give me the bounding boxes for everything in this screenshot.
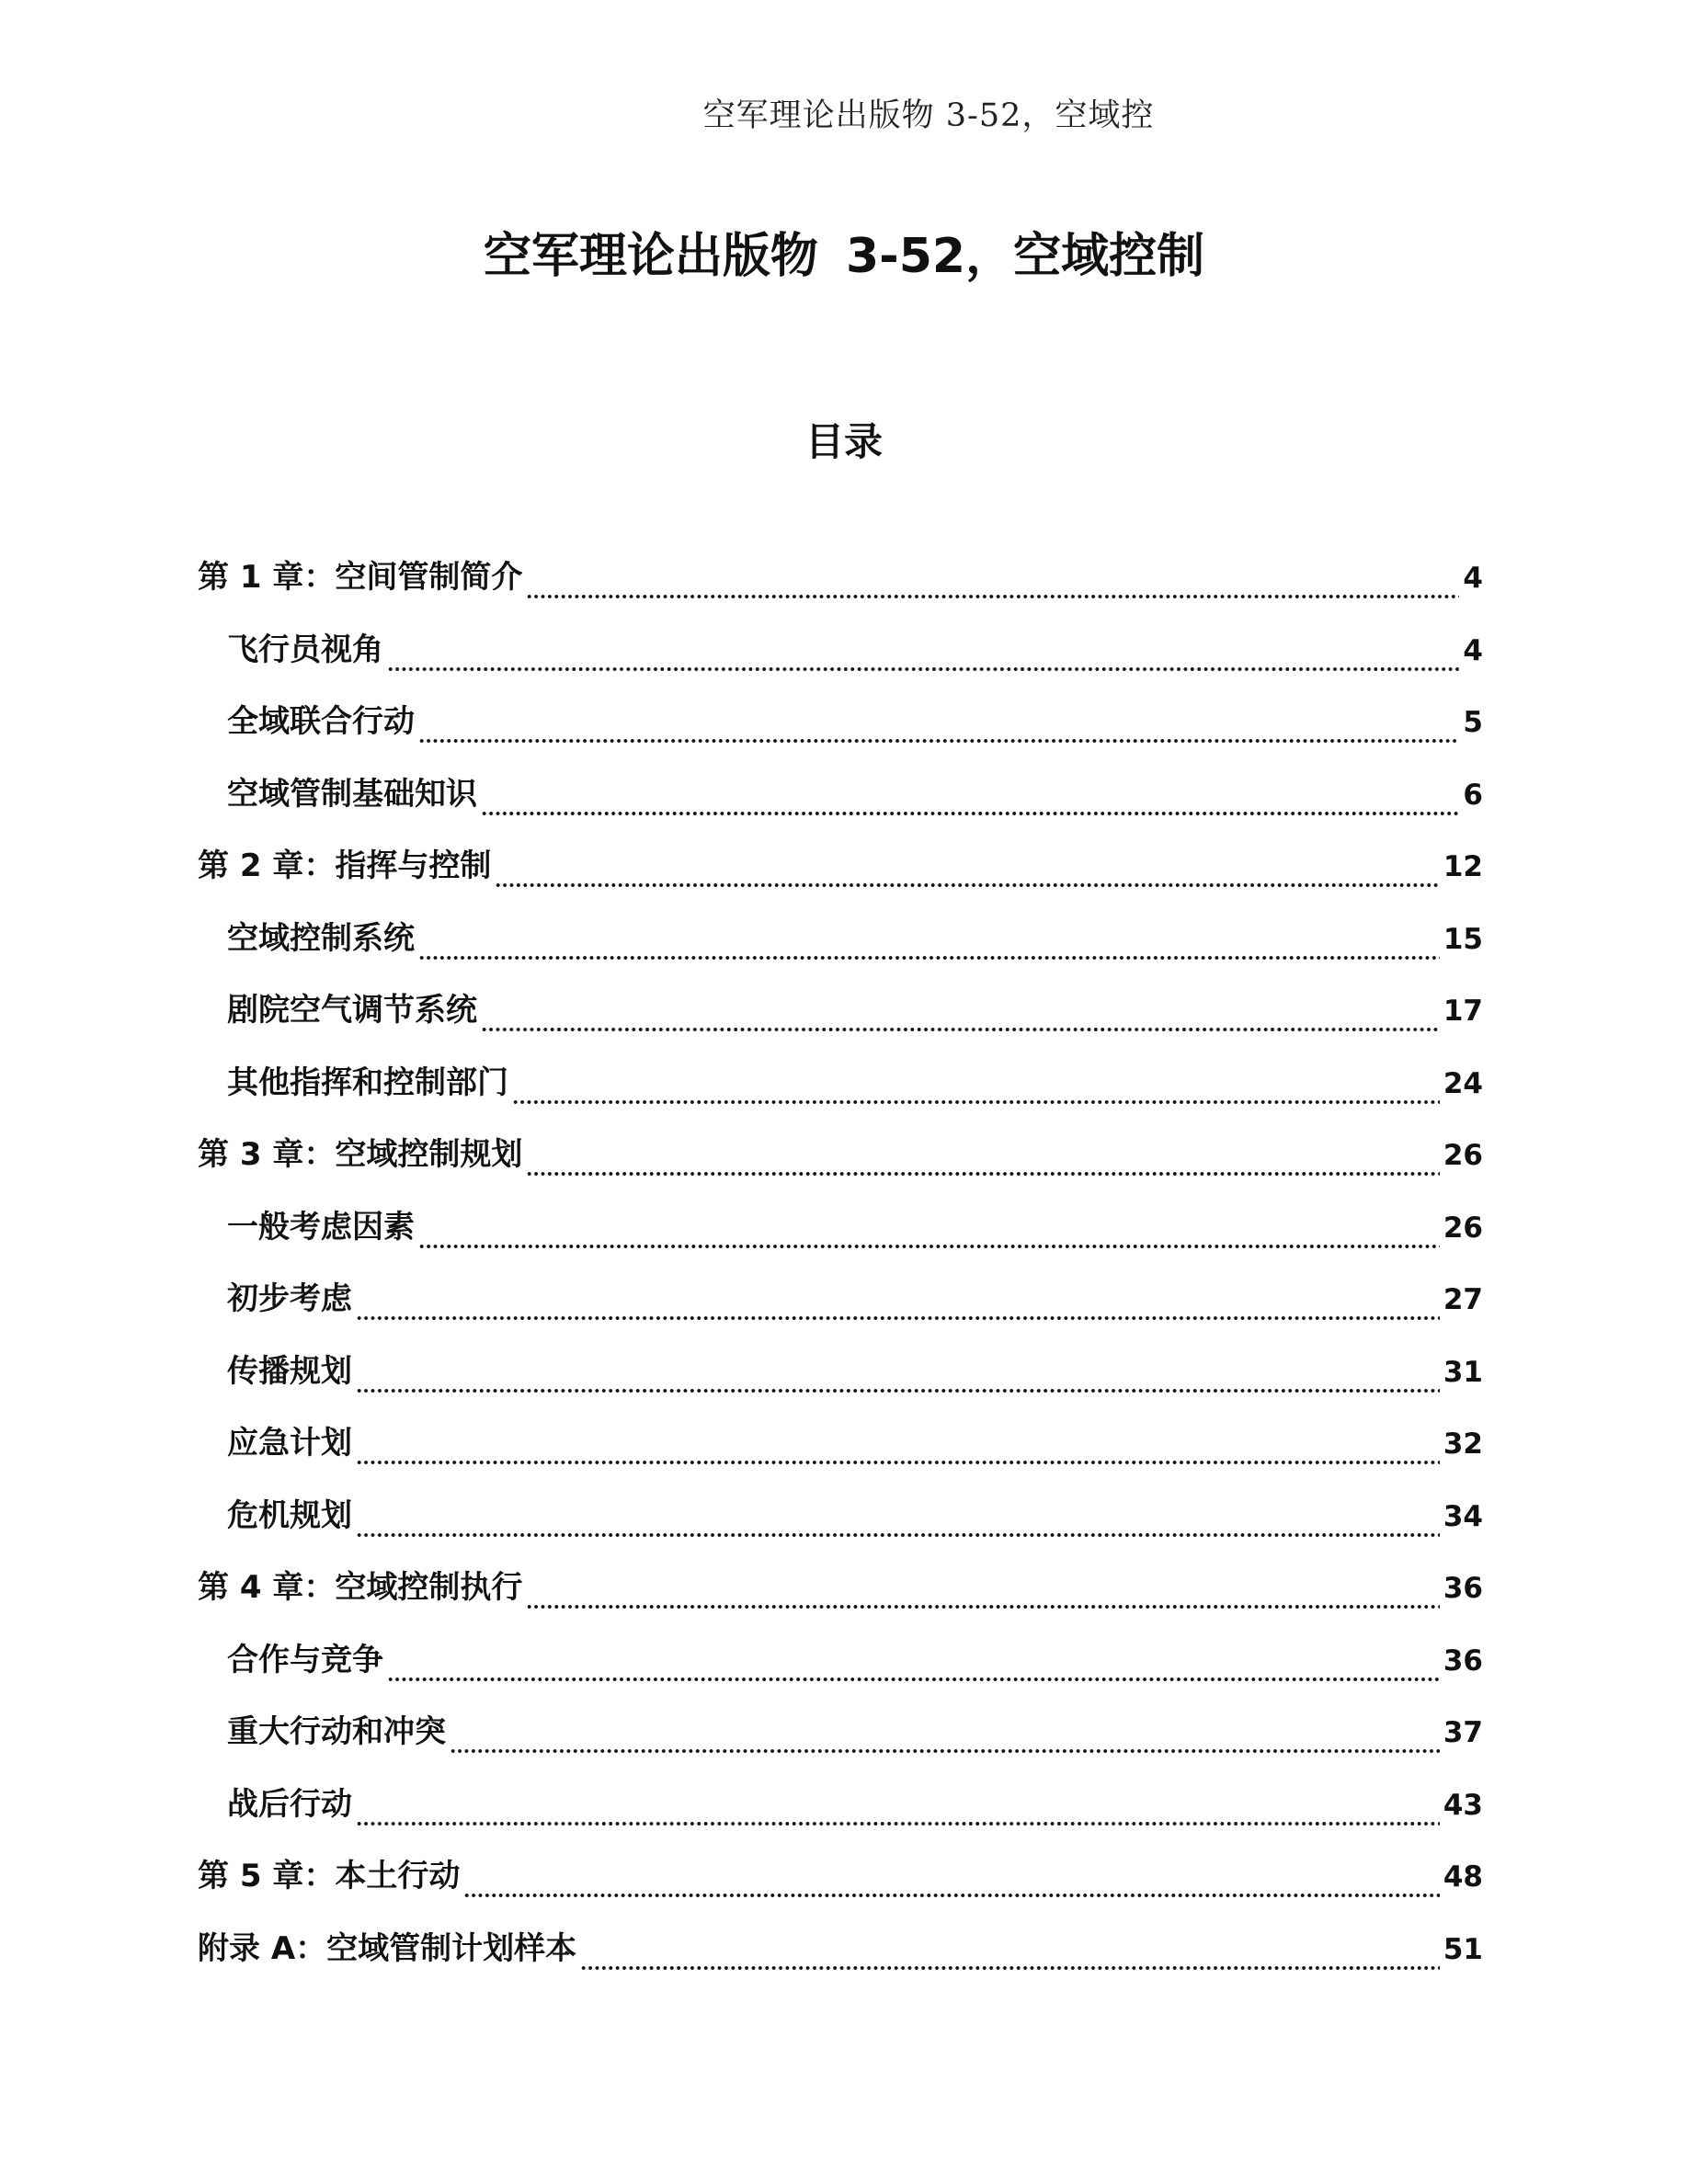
toc-entry-label: 传播规划 bbox=[227, 1352, 352, 1390]
toc-section-entry[interactable] bbox=[198, 913, 1483, 985]
toc-chapter-entry[interactable] bbox=[198, 1562, 1483, 1634]
toc-section-entry[interactable] bbox=[198, 1490, 1483, 1563]
toc-entry-label: 第 4 章：空域控制执行 bbox=[198, 1569, 523, 1606]
toc-entry-label: 剧院空气调节系统 bbox=[227, 992, 477, 1029]
toc-entry-label: 全域联合行动 bbox=[227, 703, 415, 740]
toc-entry-page-number: 24 bbox=[1443, 1066, 1483, 1100]
toc-dot-leader bbox=[356, 1316, 1440, 1320]
toc-dot-leader bbox=[418, 739, 1459, 743]
toc-entry-page-number: 37 bbox=[1443, 1716, 1483, 1749]
toc-entry-label: 飞行员视角 bbox=[227, 631, 383, 668]
toc-section-entry[interactable] bbox=[198, 1634, 1483, 1707]
toc-entry-page-number: 36 bbox=[1443, 1644, 1483, 1678]
toc-heading: 目录 bbox=[804, 419, 883, 464]
toc-entry-label: 重大行动和冲突 bbox=[227, 1713, 446, 1750]
toc-dot-leader bbox=[481, 1028, 1440, 1031]
toc-entry-page-number: 32 bbox=[1443, 1428, 1483, 1461]
toc-entry-label: 危机规划 bbox=[227, 1496, 352, 1534]
toc-section-entry[interactable] bbox=[198, 1273, 1483, 1346]
toc-chapter-entry[interactable] bbox=[198, 552, 1483, 624]
toc-entry-page-number: 4 bbox=[1463, 562, 1483, 595]
toc-section-entry[interactable] bbox=[198, 1417, 1483, 1490]
toc-entry-page-number: 15 bbox=[1443, 922, 1483, 956]
toc-entry-label: 初步考虑 bbox=[227, 1280, 352, 1317]
toc-entry-page-number: 26 bbox=[1443, 1211, 1483, 1245]
toc-entry-page-number: 17 bbox=[1443, 995, 1483, 1028]
toc-entry-label: 其他指挥和控制部门 bbox=[227, 1064, 508, 1101]
running-header: 空军理论出版物 3-52，空域控 bbox=[702, 97, 1155, 134]
document-title: 空军理论出版物 3-52，空域控制 bbox=[483, 229, 1205, 284]
toc-entry-label: 附录 A：空域管制计划样本 bbox=[198, 1929, 577, 1967]
toc-dot-leader bbox=[356, 1533, 1440, 1537]
toc-entry-page-number: 36 bbox=[1443, 1572, 1483, 1605]
toc-entry-label: 第 5 章：本土行动 bbox=[198, 1858, 461, 1894]
toc-section-entry[interactable] bbox=[198, 624, 1483, 697]
toc-chapter-entry[interactable] bbox=[198, 1923, 1483, 1996]
toc-dot-leader bbox=[526, 1605, 1440, 1609]
toc-dot-leader bbox=[526, 595, 1459, 598]
toc-entry-page-number: 5 bbox=[1463, 706, 1483, 739]
toc-dot-leader bbox=[450, 1749, 1440, 1753]
toc-dot-leader bbox=[387, 1678, 1440, 1681]
toc-entry-label: 战后行动 bbox=[227, 1785, 352, 1823]
toc-entry-label: 空域控制系统 bbox=[227, 919, 415, 957]
toc-entry-page-number: 27 bbox=[1443, 1283, 1483, 1316]
toc-section-entry[interactable] bbox=[198, 1346, 1483, 1418]
toc-section-entry[interactable] bbox=[198, 1201, 1483, 1274]
toc-entry-label: 空域管制基础知识 bbox=[227, 775, 477, 813]
toc-dot-leader bbox=[463, 1894, 1440, 1897]
toc-entry-label: 应急计划 bbox=[227, 1425, 352, 1462]
toc-dot-leader bbox=[418, 1245, 1440, 1248]
toc-entry-page-number: 51 bbox=[1443, 1932, 1483, 1966]
toc-entry-page-number: 6 bbox=[1463, 778, 1483, 812]
toc-section-entry[interactable] bbox=[198, 1706, 1483, 1779]
toc-entry-page-number: 4 bbox=[1463, 633, 1483, 667]
toc-entry-label: 第 3 章：空域控制规划 bbox=[198, 1136, 523, 1173]
toc-section-entry[interactable] bbox=[198, 1057, 1483, 1130]
toc-entry-page-number: 31 bbox=[1443, 1355, 1483, 1389]
toc-dot-leader bbox=[387, 667, 1459, 671]
toc-entry-page-number: 48 bbox=[1443, 1860, 1483, 1894]
toc-dot-leader bbox=[481, 812, 1459, 815]
toc-chapter-entry[interactable] bbox=[198, 1129, 1483, 1201]
toc-dot-leader bbox=[495, 883, 1440, 887]
toc-entry-label: 合作与竞争 bbox=[227, 1641, 383, 1678]
toc-dot-leader bbox=[512, 1100, 1440, 1104]
toc-entry-page-number: 34 bbox=[1443, 1499, 1483, 1533]
toc-chapter-entry[interactable] bbox=[198, 840, 1483, 913]
toc-dot-leader bbox=[356, 1461, 1440, 1464]
toc-dot-leader bbox=[356, 1389, 1440, 1393]
toc-entry-label: 第 2 章：指挥与控制 bbox=[198, 847, 492, 884]
toc-section-entry[interactable] bbox=[198, 1779, 1483, 1851]
table-of-contents bbox=[198, 552, 1483, 1995]
toc-section-entry[interactable] bbox=[198, 984, 1483, 1057]
toc-section-entry[interactable] bbox=[198, 696, 1483, 768]
toc-dot-leader bbox=[418, 956, 1440, 960]
toc-dot-leader bbox=[526, 1172, 1440, 1176]
toc-chapter-entry[interactable] bbox=[198, 1850, 1483, 1923]
toc-dot-leader bbox=[580, 1966, 1440, 1970]
toc-entry-page-number: 26 bbox=[1443, 1139, 1483, 1172]
toc-dot-leader bbox=[356, 1822, 1440, 1826]
toc-entry-page-number: 12 bbox=[1443, 850, 1483, 883]
toc-entry-label: 第 1 章：空间管制简介 bbox=[198, 559, 523, 596]
toc-entry-page-number: 43 bbox=[1443, 1788, 1483, 1822]
toc-entry-label: 一般考虑因素 bbox=[227, 1208, 415, 1246]
toc-section-entry[interactable] bbox=[198, 768, 1483, 841]
